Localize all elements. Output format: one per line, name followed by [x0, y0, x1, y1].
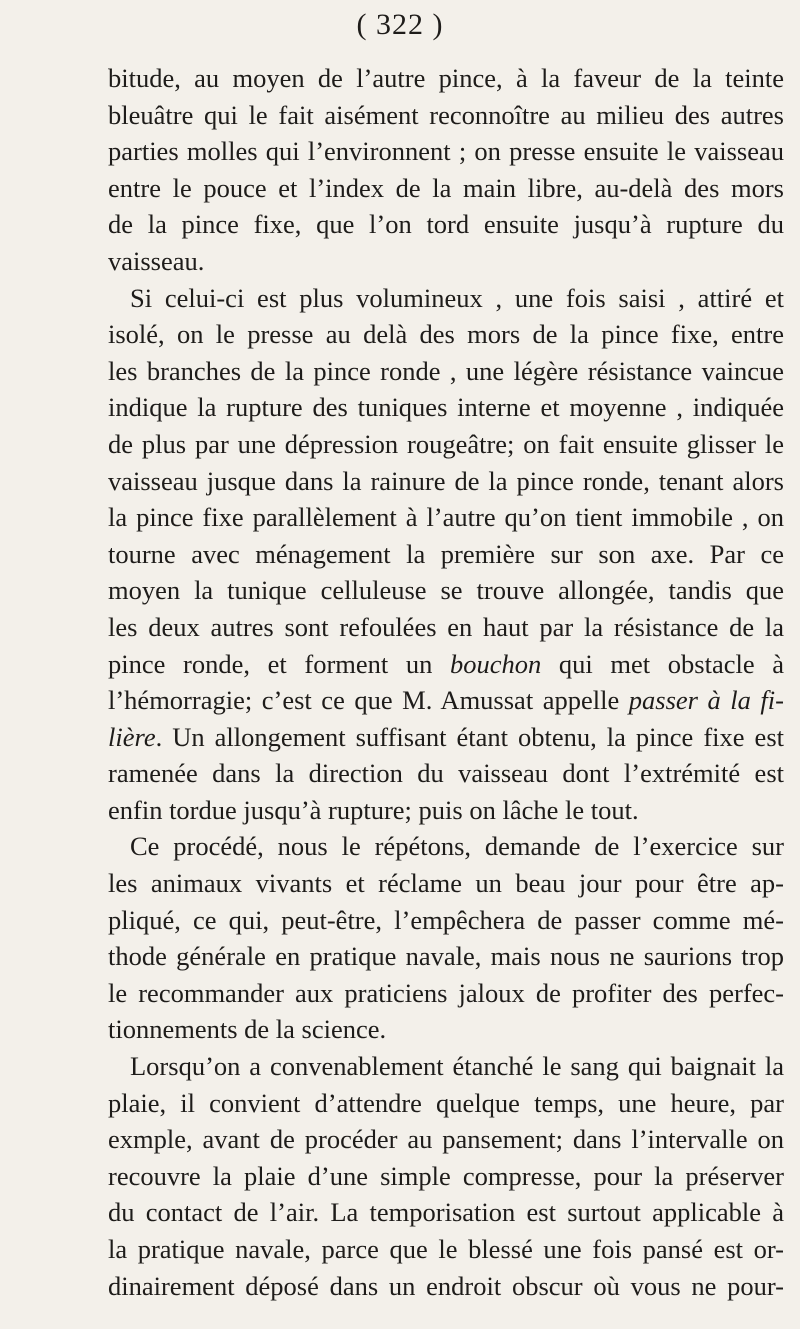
text-line: isolé, on le presse au delà des mors de la pince fixe, entre: [108, 319, 784, 350]
text-line: enfin tordue jusqu’à rupture; puis on lâche le tout.: [108, 794, 639, 825]
text-line: pince ronde, et forment un bouchon qui met obstacle à: [108, 648, 785, 679]
text-line: moyen la tunique celluleuse se trouve allongée, tandis que: [108, 575, 784, 606]
text-line: Lorsqu’on a convenablement étanché le sang qui baignait la: [130, 1051, 784, 1082]
text-line: de la pince fixe, que l’on tord ensuite jusqu’à rupture du: [108, 209, 784, 240]
page-number: ( 322 ): [356, 8, 444, 41]
text-line: bleuâtre qui le fait aisément reconnoître au milieu des autres: [108, 99, 784, 130]
text-line: dinairement déposé dans un endroit obscur où vous ne pour-: [108, 1270, 784, 1301]
text-line: entre le pouce et l’index de la main libre, au-delà des mors: [108, 172, 784, 203]
text-line: les branches de la pince ronde , une légère résistance vaincue: [108, 355, 784, 386]
text-line: ramenée dans la direction du vaisseau dont l’extrémité est: [108, 758, 784, 789]
text-line: Ce procédé, nous le répétons, demande de l’exercice sur: [130, 831, 784, 862]
text-line: pliqué, ce qui, peut-être, l’empêchera de passer comme mé-: [108, 904, 784, 935]
text-line: les deux autres sont refoulées en haut par la résistance de la: [108, 611, 784, 642]
text-line: parties molles qui l’environnent ; on presse ensuite le vaisseau: [108, 136, 784, 167]
text-line: de plus par une dépression rougeâtre; on fait ensuite glisser le: [108, 428, 784, 459]
text-line: exmple, avant de procéder au pansement; dans l’intervalle on: [108, 1124, 784, 1155]
text-line: la pince fixe parallèlement à l’autre qu’on tient immobile , on: [108, 502, 784, 533]
text-line: thode générale en pratique navale, mais nous ne saurions trop: [108, 941, 784, 972]
text-line: la pratique navale, parce que le blessé une fois pansé est or-: [108, 1234, 784, 1264]
text-line: les animaux vivants et réclame un beau jour pour être ap-: [108, 868, 784, 899]
text-line: vaisseau.: [108, 245, 205, 276]
text-line: du contact de l’air. La temporisation est surtout applicable à: [108, 1197, 784, 1228]
text-line: lière. Un allongement suffisant étant obtenu, la pince fixe est: [108, 721, 784, 752]
body-text: [108, 60, 784, 1304]
text-line: vaisseau jusque dans la rainure de la pince ronde, tenant alors: [108, 465, 784, 496]
text-line: indique la rupture des tuniques interne et moyenne , indiquée: [108, 392, 784, 423]
text-line: tionnements de la science.: [108, 1014, 387, 1045]
text-line: bitude, au moyen de l’autre pince, à la faveur de la teinte: [108, 63, 784, 93]
text-line: plaie, il convient d’attendre quelque temps, une heure, par: [108, 1087, 784, 1118]
text-line: l’hémorragie; c’est ce que M. Amussat appelle passer à la fi-: [108, 685, 784, 716]
text-line: Si celui-ci est plus volumineux , une fois saisi , attiré et: [130, 282, 784, 313]
text-line: le recommander aux praticiens jaloux de profiter des perfec-: [108, 977, 784, 1008]
text-line: recouvre la plaie d’une simple compresse, pour la préserver: [108, 1160, 784, 1191]
text-line: tourne avec ménagement la première sur son axe. Par ce: [108, 538, 784, 569]
